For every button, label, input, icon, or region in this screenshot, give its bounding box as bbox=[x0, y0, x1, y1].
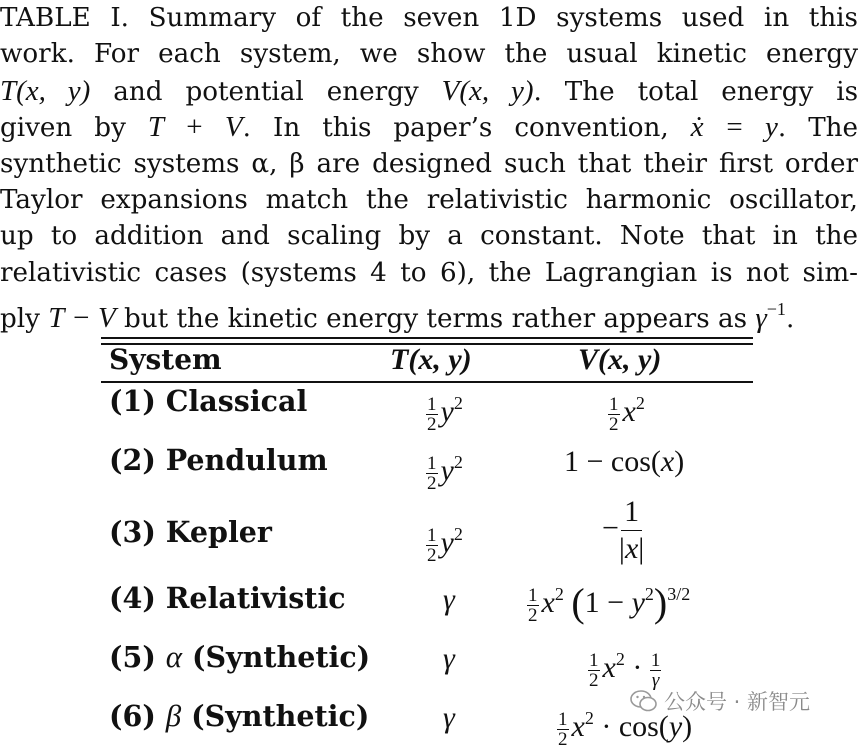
watermark bbox=[630, 686, 810, 716]
caption-line-5: synthetic systems α, β are designed such that their first order bbox=[0, 148, 858, 179]
caption-line-4: given by T + V. In this paper’s convention, ẋ = y. The bbox=[0, 111, 859, 144]
caption-line-8: relativistic cases (systems 4 to 6), the Lagrangian is not sim- bbox=[0, 257, 858, 288]
row-1-V: $\frac{1}{2}$ $x^2$ bbox=[609, 393, 645, 435]
caption-line-7: up to addition and scaling by a constant. Note that in the bbox=[0, 221, 858, 252]
wechat-icon bbox=[630, 689, 658, 713]
row-6-system: (6) β (Synthetic) bbox=[109, 698, 370, 733]
table-caption bbox=[0, 0, 859, 335]
math-T: T(x, y) bbox=[0, 74, 91, 107]
row-3-V: − $\frac{1}{|x|}$ bbox=[602, 495, 645, 565]
row-2-T: $\frac{1}{2}$ $y^2$ bbox=[427, 452, 463, 494]
row-4-T: γ bbox=[443, 583, 455, 616]
header-T: T(x, y) bbox=[390, 343, 472, 376]
caption-line-6: Taylor expansions match the relativistic harmonic oscillator, bbox=[0, 184, 858, 215]
caption-line-3: T(x, y) and potential energy V(x, y). The total energy is bbox=[0, 74, 859, 107]
row-6-V: $\frac{1}{2}$ $x^2 \cdot \cos(y)$ bbox=[558, 708, 693, 750]
row-4-system: (4) Relativistic bbox=[109, 581, 346, 615]
row-6-T: γ bbox=[443, 701, 455, 734]
math-gamma-inv: γ bbox=[755, 302, 767, 335]
row-3-system: (3) Kepler bbox=[109, 515, 272, 549]
header-system: System bbox=[109, 343, 222, 376]
table-top-rule-1 bbox=[101, 337, 753, 339]
caption-line-1: TABLE I. Summary of the seven 1D systems used in this bbox=[0, 3, 858, 33]
row-5-V: $\frac{1}{2}$ $x^2$ · $\frac{1}{\gamma}$ bbox=[589, 649, 661, 691]
math-xdot: ẋ = y bbox=[690, 111, 778, 144]
row-1-system: (1) Classical bbox=[109, 384, 308, 418]
math-V: V(x, y) bbox=[441, 74, 534, 107]
caption-line-2: work. For each system, we show the usual kinetic energy bbox=[0, 39, 858, 70]
math-T-minus-V: T − V bbox=[48, 302, 116, 335]
header-V: V(x, y) bbox=[578, 343, 662, 376]
math-T-plus-V: T + V bbox=[147, 111, 243, 144]
caption-line-9: ply T − V but the kinetic energy terms rather appears as $\gamma^{-1}$. bbox=[0, 299, 795, 335]
row-5-system: (5) α (Synthetic) bbox=[109, 639, 371, 674]
row-2-V: 1 − cos(x) bbox=[564, 445, 685, 478]
row-5-T: γ bbox=[443, 642, 455, 675]
row-3-T: $\frac{1}{2}$ $y^2$ bbox=[427, 524, 463, 566]
row-2-system: (2) Pendulum bbox=[109, 443, 328, 477]
watermark-text: 公众号 · 新智元 bbox=[664, 690, 811, 714]
row-4-V: $\frac{1}{2}$ $x^2$ $(1 - y^2)^{3/2}$ bbox=[528, 580, 691, 626]
row-1-T: $\frac{1}{2}$ $y^2$ bbox=[427, 393, 463, 435]
